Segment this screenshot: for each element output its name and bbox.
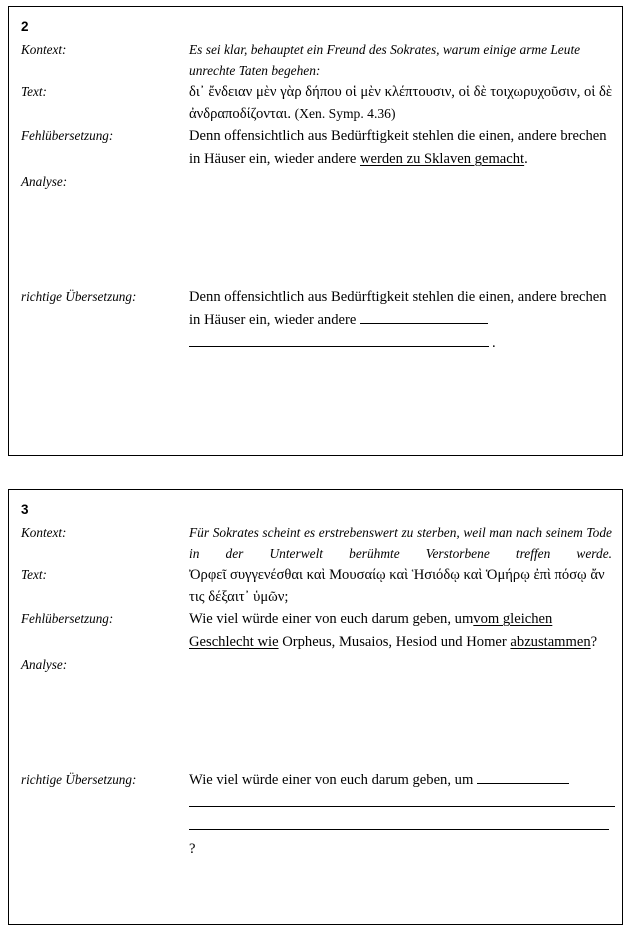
kontext-label: Kontext: [21,525,67,540]
richtige-uebersetzung-row [9,286,622,332]
richtige-uebersetzung-label: richtige Übersetzung: [21,772,137,787]
richtige-uebersetzung-prefix: Denn offensichtlich aus Bedürftigkeit stehlen die einen, andere brechen in Häuser ein, wieder andere [189,289,607,328]
exercise-box-2 [8,6,623,456]
richtige-uebersetzung-label: richtige Übersetzung: [21,289,137,304]
fehluebersetzung-row [9,125,622,171]
kontext-row [9,39,622,81]
richtige-uebersetzung-value [189,286,612,332]
fehluebersetzung-plain-part-3: ? [590,634,598,650]
exercise-number: 2 [21,19,29,34]
kontext-value: Es sei klar, behauptet ein Freund des Sokrates, warum einige arme Leute unrechte Taten begehen: [189,42,581,78]
kontext-label: Kontext: [21,42,67,57]
fehluebersetzung-underlined-part-2: abzustammen [510,634,591,650]
answer-blank-1[interactable] [477,769,569,784]
richtige-uebersetzung-continuation-1 [9,792,622,815]
analyse-writing-space[interactable] [9,675,622,759]
analyse-writing-space[interactable] [9,192,622,276]
greek-text-row [9,81,622,125]
analyse-row [9,171,622,192]
answer-blank-1[interactable] [360,309,488,324]
richtige-uebersetzung-terminator: . [492,335,496,351]
fehluebersetzung-underlined-part: werden zu Sklaven gemacht [360,151,525,167]
analyse-label: Analyse: [21,657,68,672]
fehluebersetzung-plain-part-1: Denn offensichtlich aus Bedürftigkeit stehlen die einen, andere brechen in Häuser ein, wieder andere [189,128,607,167]
fehluebersetzung-row [9,608,622,654]
greek-passage: δι᾽ ἔνδειαν μὲν γὰρ δήπου οἱ μὲν κλέπτουσιν, οἱ δὲ τοιχωρυχοῦσιν, οἱ δὲ ἀνδραποδίζονται. [189,84,612,122]
answer-blank-2[interactable] [189,792,615,807]
exercise-box-3 [8,489,623,925]
kontext-row [9,522,622,564]
greek-text-value [189,81,612,125]
fehluebersetzung-value [189,125,612,171]
fehluebersetzung-plain-part-1: Wie viel würde einer von euch darum geben, um [189,611,474,627]
exercise-number: 3 [21,502,29,517]
answer-blank-3[interactable] [189,815,609,830]
richtige-uebersetzung-prefix: Wie viel würde einer von euch darum geben, um [189,772,474,788]
greek-citation: (Xen. Symp. 4.36) [294,106,396,121]
greek-text-value: Ὀρφεῖ συγγενέσθαι καὶ Μουσαίῳ καὶ Ἡσιόδῳ καὶ Ὁμήρῳ ἐπὶ πόσῳ ἄν τις δέξαιτ᾽ ὑμῶν; [189,567,605,605]
fehluebersetzung-plain-part-2: . [524,151,528,167]
kontext-value: Für Sokrates scheint es erstrebenswert zu sterben, weil man nach seinem Tode in der Unterwelt berühmte Verstorbene treffen werde. [189,525,612,561]
richtige-uebersetzung-value [189,769,612,792]
spacer [9,276,622,286]
fehluebersetzung-value [189,608,612,654]
text-label: Text: [21,567,47,582]
analyse-row [9,654,622,675]
fehluebersetzung-plain-part-2: Orpheus, Musaios, Hesiod und Homer [278,634,511,650]
richtige-uebersetzung-continuation-2 [9,815,622,861]
answer-blank-2[interactable] [189,332,489,347]
text-label: Text: [21,84,47,99]
fehluebersetzung-underlined-part-1: vom gleichen Geschlecht wie [189,611,553,650]
spacer [9,759,622,769]
greek-text-row [9,564,622,608]
analyse-label: Analyse: [21,174,68,189]
fehluebersetzung-label: Fehlübersetzung: [21,611,114,626]
richtige-uebersetzung-continuation [9,332,622,355]
fehluebersetzung-label: Fehlübersetzung: [21,128,114,143]
richtige-uebersetzung-terminator: ? [189,841,196,857]
richtige-uebersetzung-row [9,769,622,792]
